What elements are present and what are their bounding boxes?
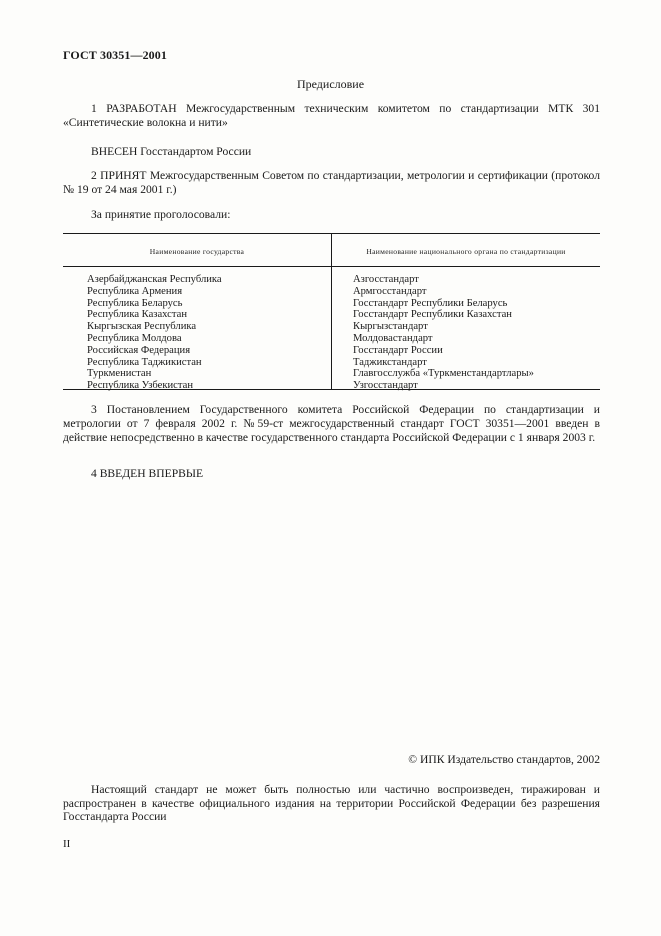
table-cell-state: Российская Федерация [87,344,191,356]
table-cell-body: Молдовастандарт [353,332,433,344]
table-cell-body: Узгосстандарт [353,380,418,392]
table-header-body: Наименование национального органа по стандартизации [366,247,566,256]
table-cell-state: Республика Узбекистан [87,380,194,392]
table-cell-state: Республика Армения [87,285,183,297]
document-id-header: ГОСТ 30351—2001 [63,48,167,62]
paragraph-adopted-by: 2 ПРИНЯТ Межгосударственным Советом по стандартизации, метрологии и сертификации (протокол № 19 от 24 мая 2001 г.) [63,169,600,196]
table-cell-state: Кыргызская Республика [87,321,197,333]
table-cell-state: Азербайджанская Республика [87,274,222,285]
table-cell-state: Республика Казахстан [87,309,188,321]
paragraph-introduced-by: ВНЕСЕН Госстандартом России [91,145,252,158]
table-cell-body: Госстандарт Республики Казахстан [353,309,512,321]
copyright-line: © ИПК Издательство стандартов, 2002 [408,753,600,766]
table-cell-state: Республика Таджикистан [87,356,202,368]
table-column-bodies [353,274,534,392]
table-cell-state: Республика Молдова [87,332,182,344]
table-column-states [87,274,222,392]
table-header-state: Наименование государства [149,247,245,256]
paragraph-enacted: 3 Постановлением Государственного комитета Российской Федерации по стандартизации и метрологии от 7 февраля 2002 г. №59-ст межгосударственный стандарт ГОСТ 30351—2001 введен в действие непосредственно в качестве государственного стандарта Российской Федерации с 1 января 2003 г. [63,403,600,444]
section-title: Предисловие [296,77,365,91]
table-cell-body: Армгосстандарт [353,285,427,297]
voting-table [63,233,600,390]
paragraph-voted-for: За принятие проголосовали: [91,208,231,221]
table-column-divider [331,234,332,389]
table-cell-body: Таджикстандарт [353,356,427,368]
table-cell-body: Госстандарт Республики Беларусь [353,297,508,309]
table-header-divider [63,266,600,267]
page-number: II [63,838,71,850]
table-cell-body: Кыргызстандарт [353,321,428,333]
table-cell-state: Туркменистан [87,368,152,380]
table-cell-body: Госстандарт России [353,344,443,356]
table-cell-body: Главгосслужба «Туркменстандартлары» [353,368,534,380]
reproduction-notice: Настоящий стандарт не может быть полностью или частично воспроизведен, тиражирован и распространен в качестве официального издания на территории Российской Федерации без разрешения Госстандарта России [63,783,600,824]
paragraph-developed-by: 1 РАЗРАБОТАН Межгосударственным техническим комитетом по стандартизации МТК 301 «Синтетические волокна и нити» [63,102,600,129]
paragraph-introduced-first: 4 ВВЕДЕН ВПЕРВЫЕ [91,467,204,480]
table-cell-state: Республика Беларусь [87,297,183,309]
table-cell-body: Азгосстандарт [353,274,419,285]
